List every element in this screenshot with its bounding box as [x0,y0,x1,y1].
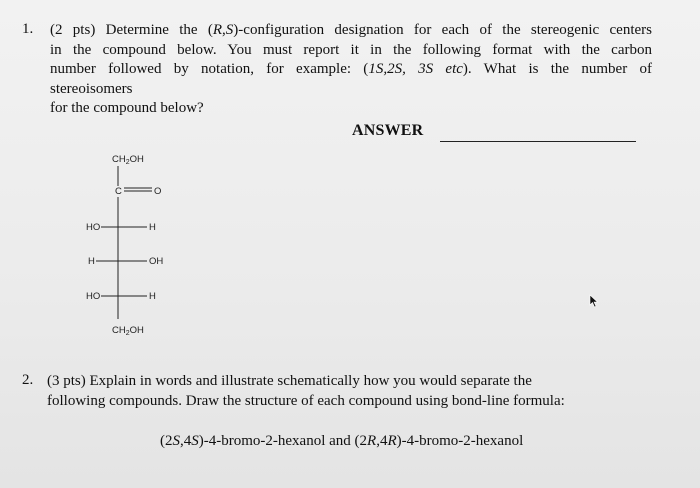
carbonyl-oxygen-label: O [154,186,162,197]
question-1-line-4: stereoisomers [50,80,133,97]
top-ch2oh-label: $CH_2OH$ [112,154,144,166]
row3-left-label: HO [86,291,101,302]
question-2-line-2: following compounds. Draw the structure of each compound using bond-line formula: [47,392,565,409]
question-2-line-1: (3 pts) Explain in words and illustrate schematically how you would separate the [47,373,532,389]
row2-right-label: OH [149,256,164,267]
row2-left-label: H [88,256,95,267]
question-2-number: 2. [22,372,34,388]
question-1-number: 1. [22,21,34,37]
question-1-line-5: for the compound below? [50,100,204,116]
question-1-line-3: number followed by notation, for example: (1S,2S, 3S etc). What is the number of [50,61,653,77]
row3-right-label: H [149,291,156,302]
question-1-line-2: in the compound below. You must report it in the following format with the carbon [50,41,652,58]
question-2-compounds: (2S,4S)-4-bromo-2-hexanol and (2R,4R)-4-bromo-2-hexanol [160,433,524,449]
bottom-ch2oh-label: $CH_2OH$ [112,325,144,337]
question-1-line-1: (2 pts) Determine the (R,S)-configuration designation for each of the stereogenic centers [50,22,652,38]
row1-left-label: HO [86,222,101,233]
question-2-text [47,372,647,411]
answer-label: ANSWER [352,122,424,139]
mouse-cursor-icon [589,294,599,308]
row1-right-label: H [149,222,156,233]
carbonyl-carbon-label: C [115,186,122,197]
